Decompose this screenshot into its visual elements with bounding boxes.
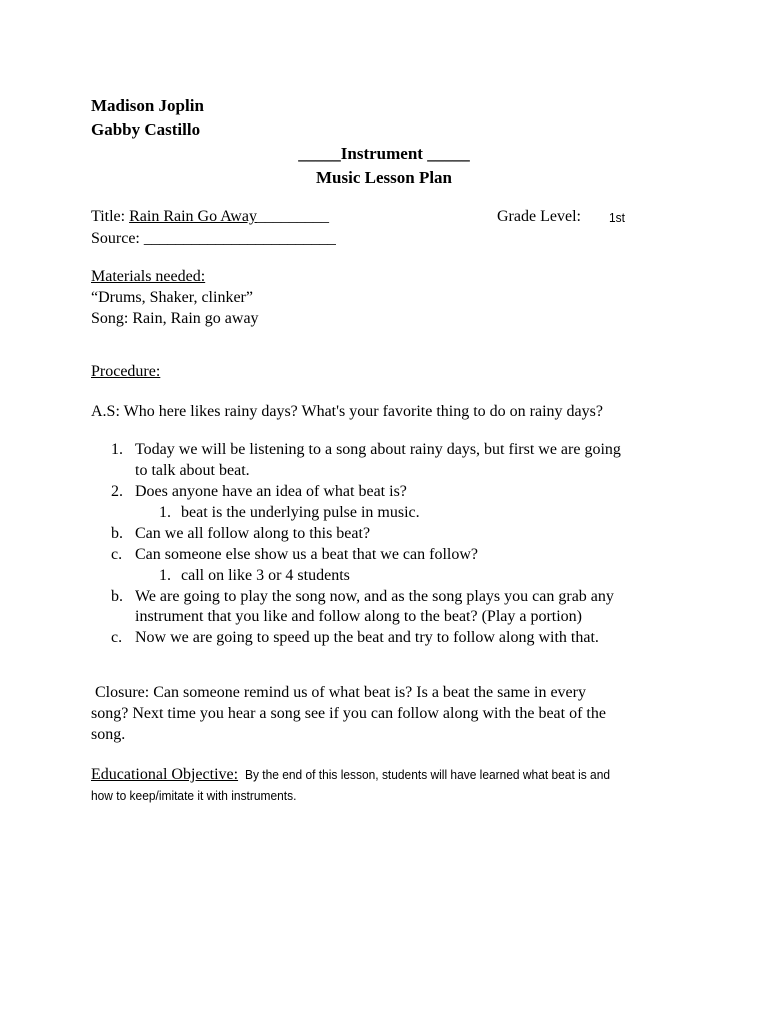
list-item-text: Can someone else show us a beat that we can follow? xyxy=(135,546,479,563)
title-row xyxy=(91,207,329,227)
list-marker: 1. xyxy=(111,441,123,458)
materials-heading: Materials needed: xyxy=(91,268,206,285)
source-blank: ________________________ xyxy=(143,230,336,247)
list-item-text: We are going to play the song now, and as the song plays you can grab any xyxy=(135,588,614,605)
grade-value: 1st xyxy=(609,210,625,225)
list-item-text: call on like 3 or 4 students xyxy=(181,567,350,584)
materials-list: “Drums, Shaker, clinker” xyxy=(91,289,253,306)
grade-label: Grade Level: xyxy=(497,208,581,225)
list-item xyxy=(111,524,370,544)
header-blank-right: _____ xyxy=(422,144,470,163)
title-label: Title: xyxy=(91,208,126,225)
list-item-continuation: instrument that you like and follow along to the beat? (Play a portion) xyxy=(135,608,583,625)
author-name: Madison Joplin xyxy=(91,96,204,115)
title-value: Rain Rain Go Away xyxy=(129,208,257,225)
closure-line: song. xyxy=(91,726,126,743)
materials-song: Song: Rain, Rain go away xyxy=(91,310,259,327)
list-marker: c. xyxy=(111,629,123,646)
sub-list-item xyxy=(159,566,350,586)
source-row xyxy=(91,229,336,249)
list-item-text: beat is the underlying pulse in music. xyxy=(181,504,420,521)
list-item-text: Today we will be listening to a song about rainy days, but first we are going xyxy=(135,441,621,458)
closure-line: song? Next time you hear a song see if you can follow along with the beat of the xyxy=(91,705,606,722)
list-item xyxy=(111,440,621,460)
objective-text: By the end of this lesson, students will have learned what beat is and xyxy=(245,767,611,782)
list-marker: 1. xyxy=(159,504,171,521)
list-item-text: Does anyone have an idea of what beat is? xyxy=(135,483,407,500)
list-marker: b. xyxy=(111,525,123,542)
sub-list-item xyxy=(159,503,420,523)
list-item xyxy=(111,587,614,607)
header-instrument xyxy=(0,144,768,164)
list-item xyxy=(111,628,599,648)
list-item xyxy=(111,482,407,502)
source-label: Source: xyxy=(91,230,140,247)
objective-row xyxy=(91,765,642,785)
author-name: Gabby Castillo xyxy=(91,120,201,139)
list-item-continuation: to talk about beat. xyxy=(135,462,250,479)
header-instrument-text: Instrument xyxy=(340,144,423,163)
list-item-text: Can we all follow along to this beat? xyxy=(135,525,371,542)
list-marker: b. xyxy=(111,588,123,605)
list-marker: 2. xyxy=(111,483,123,500)
objective-label: Educational Objective: xyxy=(91,766,239,783)
anticipatory-set: A.S: Who here likes rainy days? What's your favorite thing to do on rainy days? xyxy=(91,403,603,420)
closure-line: Closure: Can someone remind us of what beat is? Is a beat the same in every xyxy=(91,684,586,701)
header-blank-left: _____ xyxy=(298,144,341,163)
procedure-heading: Procedure: xyxy=(91,363,161,380)
title-blank: _________ xyxy=(256,208,329,225)
page-title: Music Lesson Plan xyxy=(315,168,453,187)
list-item xyxy=(111,545,478,565)
list-marker: c. xyxy=(111,546,123,563)
list-item-text: Now we are going to speed up the beat and try to follow along with that. xyxy=(135,629,599,646)
list-marker: 1. xyxy=(159,567,171,584)
objective-text-continuation: how to keep/imitate it with instruments. xyxy=(91,788,297,803)
